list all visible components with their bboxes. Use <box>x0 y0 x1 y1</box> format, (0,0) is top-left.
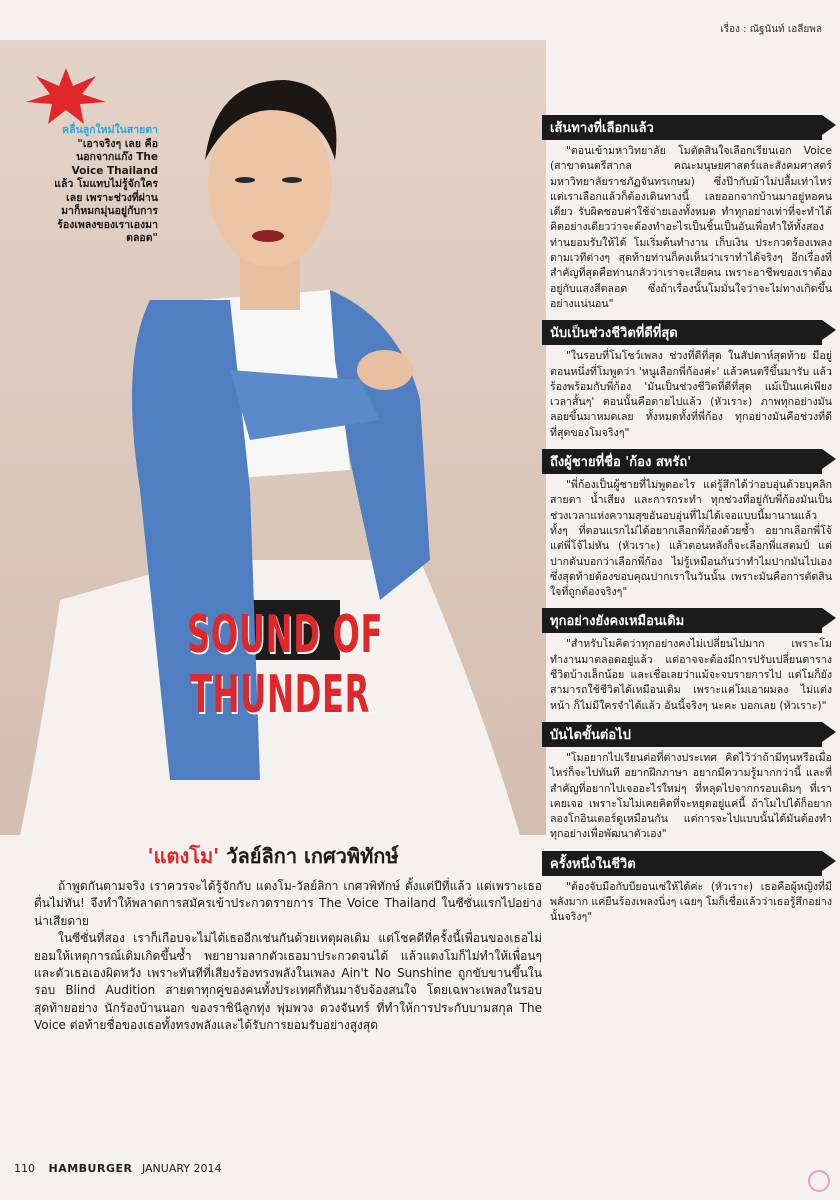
singer-fullname: วัลย์ลิกา เกศวพิทักษ์ <box>226 844 399 868</box>
sidebar-section <box>542 851 836 926</box>
page-number: 110 <box>14 1162 35 1175</box>
section-title: นับเป็นช่วงชีวิตที่ดีที่สุด <box>542 320 822 345</box>
pull-quote <box>54 124 158 246</box>
section-title: ทุกอย่างยังคงเหมือนเดิม <box>542 608 822 633</box>
magazine-brand: HAMBURGER <box>48 1162 133 1175</box>
singer-nickname: 'แตงโม' <box>147 844 220 868</box>
headline-line-2: THUNDER <box>189 665 371 725</box>
star-burst-icon <box>26 68 106 124</box>
issue-date: JANUARY 2014 <box>141 1162 222 1175</box>
section-text: "ต้องจับมือกับบียอนเซ่ให้ได้ค่ะ (หัวเราะ) เธอคือผู้หญิงที่มีพลังมาก แค่ยืนร้องเพลงนิ่งๆ เฉยๆ โมก็เชื่อแล้วว่าเธอรู้สึกอย่างนั้นจริงๆ" <box>550 880 832 924</box>
section-text: "โมอยากไปเรียนต่อที่ต่างประเทศ คิดไว้ว่าถ้ามีทุนหรือเมื่อไหร่ก็จะไปทันที อยากฝึกภาษา อยากมีความรู้มากกว่านี้ และที่สำคัญที่อยากไปเจออะไรใหม่ๆ ที่หลุดไปจากกรอบเดิมๆ ที่เราเคยเจอ เพราะโมไม่เคยคิดที่จะหยุดอยู่แค่นี้ ถ้าโมไปได้ก็อยากลองโกอินเตอร์ดูเหมือนกัน แต่การจะไปแบบนั้นได้มันต้องทำทุกอย่างเพื่อพัฒนาตัวเอง" <box>550 751 832 841</box>
sidebar-section <box>542 722 836 843</box>
pull-quote-text: "เอาจริงๆ เลย คือนอกจากแก๊ง The Voice Thailand แล้ว โมแทบไม่รู้จักใครเลย เพราะช่วงที่ผ่านมาก็หมกมุ่นอยู่กับการร้องเพลงของเราเองมาตลอด" <box>54 137 158 244</box>
section-text: "ตอนเข้ามหาวิทยาลัย โมตัดสินใจเลือกเรียนเอก Voice (สาขาดนตรีสากล คณะมนุษยศาสตร์และสังคมศาสตร์ มหาวิทยาลัยราชภัฏจันทรเกษม) ซึ่งป๊ากับม้าไม่ปลื้มเท่าไหร่ แต่เราเลือกแล้วก็ต้องเดินทางนี้ เลยออกจากบ้านมาอยู่หอคนเดียว รับผิดชอบค่าใช้จ่ายเองทั้งหมด ทำทุกอย่างเท่าที่จะทำได้ คิดอย่างเดียวว่าจะต้องทำอะไรเป็นชิ้นเป็นอันเพื่อทำให้ทั้งสองท่านยอมรับให้ได้ โมเริ่มต้นทำงาน เก็บเงิน ประกวดร้องเพลงตามเวทีต่างๆ สุดท้ายท่านก็คงเห็นว่าเราทำได้จริงๆ อีกเรื่องที่สำคัญที่สุดคือท่านกลัวว่าเราจะเสียคน เพราะอาชีพของเราต้องอยู่กับแสงสีตลอด ซึ่งถ้าเรื่องนั้นโมมั่นใจว่าจะไม่ทางเกิดขึ้นอย่างแน่นอน" <box>550 145 832 310</box>
section-text: "ในรอบที่โมโชว์เพลง ช่วงที่ดีที่สุด ในสัปดาห์สุดท้าย มีอยู่ตอนหนึ่งที่โมพูดว่า 'หนูเลือกพี่ก้องค่ะ' แล้วคนตรีขึ้นมารับ แล้วร้องพร้อมกับพี่ก้อง 'มันเป็นช่วงชีวิตที่ดีที่สุด แม้เป็นแค่เพียงเวลาสั้นๆ' ตอนนั้นคือตายไปแล้ว (หัวเราะ) ภาพทุกอย่างมันลอยขึ้นมาหมดเลย ทั้งหมดทั้งที่พี่ก้อง ทุกอย่างมันคือช่วงที่ดีที่สุดของโมจริงๆ" <box>550 350 832 439</box>
sidebar-section <box>542 449 836 600</box>
section-title: ถึงผู้ชายที่ชื่อ 'ก้อง สหรัถ' <box>542 449 822 474</box>
body-paragraph-1: ถ้าพูดกันตามจริง เราควรจะได้รู้จักกับ แตงโม-วัลย์ลิกา เกศวพิทักษ์ ตั้งแต่ปีที่แล้ว แต่เพราะเธอตื่นไม่ทัน! จึงทำให้พลาดการสมัครเข้าประกวดรายการ The Voice Thailand ในซีซั่นแรกไปอย่างน่าเสียดาย <box>34 879 542 928</box>
sidebar-section <box>542 608 836 713</box>
headline <box>187 605 384 725</box>
section-text: "สำหรับโมคิดว่าทุกอย่างคงไม่เปลี่ยนไปมาก เพราะโมทำงานมาตลอดอยู่แล้ว แต่อาจจะต้องมีการปรับเปลี่ยนตารางชีวิตบ้างเล็กน้อย และเชื่อเลยว่าแม้จะจบรายการไป แต่โมก็ยังสามารถใช้ชีวิตได้เหมือนเดิม เพราะแค่โมเอาผมลง ไม่แต่งหน้า ก็ไม่มีใครจำได้แล้ว อันนี้จริงๆ นะคะ บอกเลย (หัวเราะ)" <box>550 638 832 712</box>
byline: เรื่อง : ณัฐนันท์ เอลียพล <box>720 24 822 35</box>
interview-sidebar <box>542 115 836 934</box>
section-title: บันไดขั้นต่อไป <box>542 722 822 747</box>
section-title: ครั้งหนึ่งในชีวิต <box>542 851 822 876</box>
swirl-icon <box>808 1170 830 1192</box>
sidebar-section <box>542 320 836 441</box>
article-body <box>34 878 542 1035</box>
page-footer <box>14 1162 222 1175</box>
section-title: เส้นทางที่เลือกแล้ว <box>542 115 822 140</box>
section-text: "พี่ก้องเป็นผู้ชายที่ไม่พูดอะไร แต่รู้สึกได้ว่าอบอุ่นด้วยบุคลิก สายตา น้ำเสียง และการกระทำ ทุกช่วงที่อยู่กับพี่ก้องมันเป็นช่วงเวลาแห่งความสุขอันอบอุ่นที่ไม่ได้เจอแบบนี้มานานแล้ว ทั้งๆ ที่ตอนแรกไม่ได้อยากเลือกพี่ก้องด้วยซ้ำ อยากเลือกพี่โจ้ แต่พี่โจ้ไม่หัน (หัวเราะ) แล้วตอนหลังก็จะเลือกพี่แสตมป์ แต่ปากดันบอกว่าเลือกพี่ก้อง ไม่รู้เหมือนกันว่าทำไมปากมันไปเอง ซึ่งสุดท้ายต้องขอบคุณปากเราในวันนั้น เพราะมันคือการตัดสินใจที่ถูกต้องจริงๆ" <box>550 479 832 599</box>
sidebar-section <box>542 115 836 312</box>
singer-name <box>0 840 546 872</box>
body-paragraph-2: ในซีซั่นที่สอง เราก็เกือบจะไม่ได้เธออีกเช่นกันด้วยเหตุผลเดิม แต่โชคดีที่ครั้งนี้เพื่อนของเธอไม่ยอมให้เหตุการณ์เดิมเกิดขึ้นซ้ำ พยายามลากตัวเธอมาประกวดจนได้ แล้วแตงโมก็ไม่ทำให้เพื่อนๆ และตัวเธอเองผิดหวัง เพราะทันทีที่เสียงร้องทรงพลังในเพลง Ain't No Sunshine ถูกขับขานขึ้นในรอบ Blind Audition สายตาทุกคู่ของคนทั้งประเทศก็หันมาจับจ้องสนใจ โดยเฉพาะเพลงในรอบสุดท้ายอย่าง นักร้องบ้านนอก ของราชินีลูกทุ่ง พุ่มพวง ดวงจันทร์ ที่ทำให้การประกับบามสกุล The Voice ต่อท้ายชื่อของเธอทั้งทรงพลังและได้รับการยอมรับอย่างสูงสุด <box>34 931 542 1033</box>
headline-line-1: SOUND OF <box>187 605 384 665</box>
pull-quote-heading: คลื่นลูกใหม่ในสายตา <box>62 124 158 136</box>
